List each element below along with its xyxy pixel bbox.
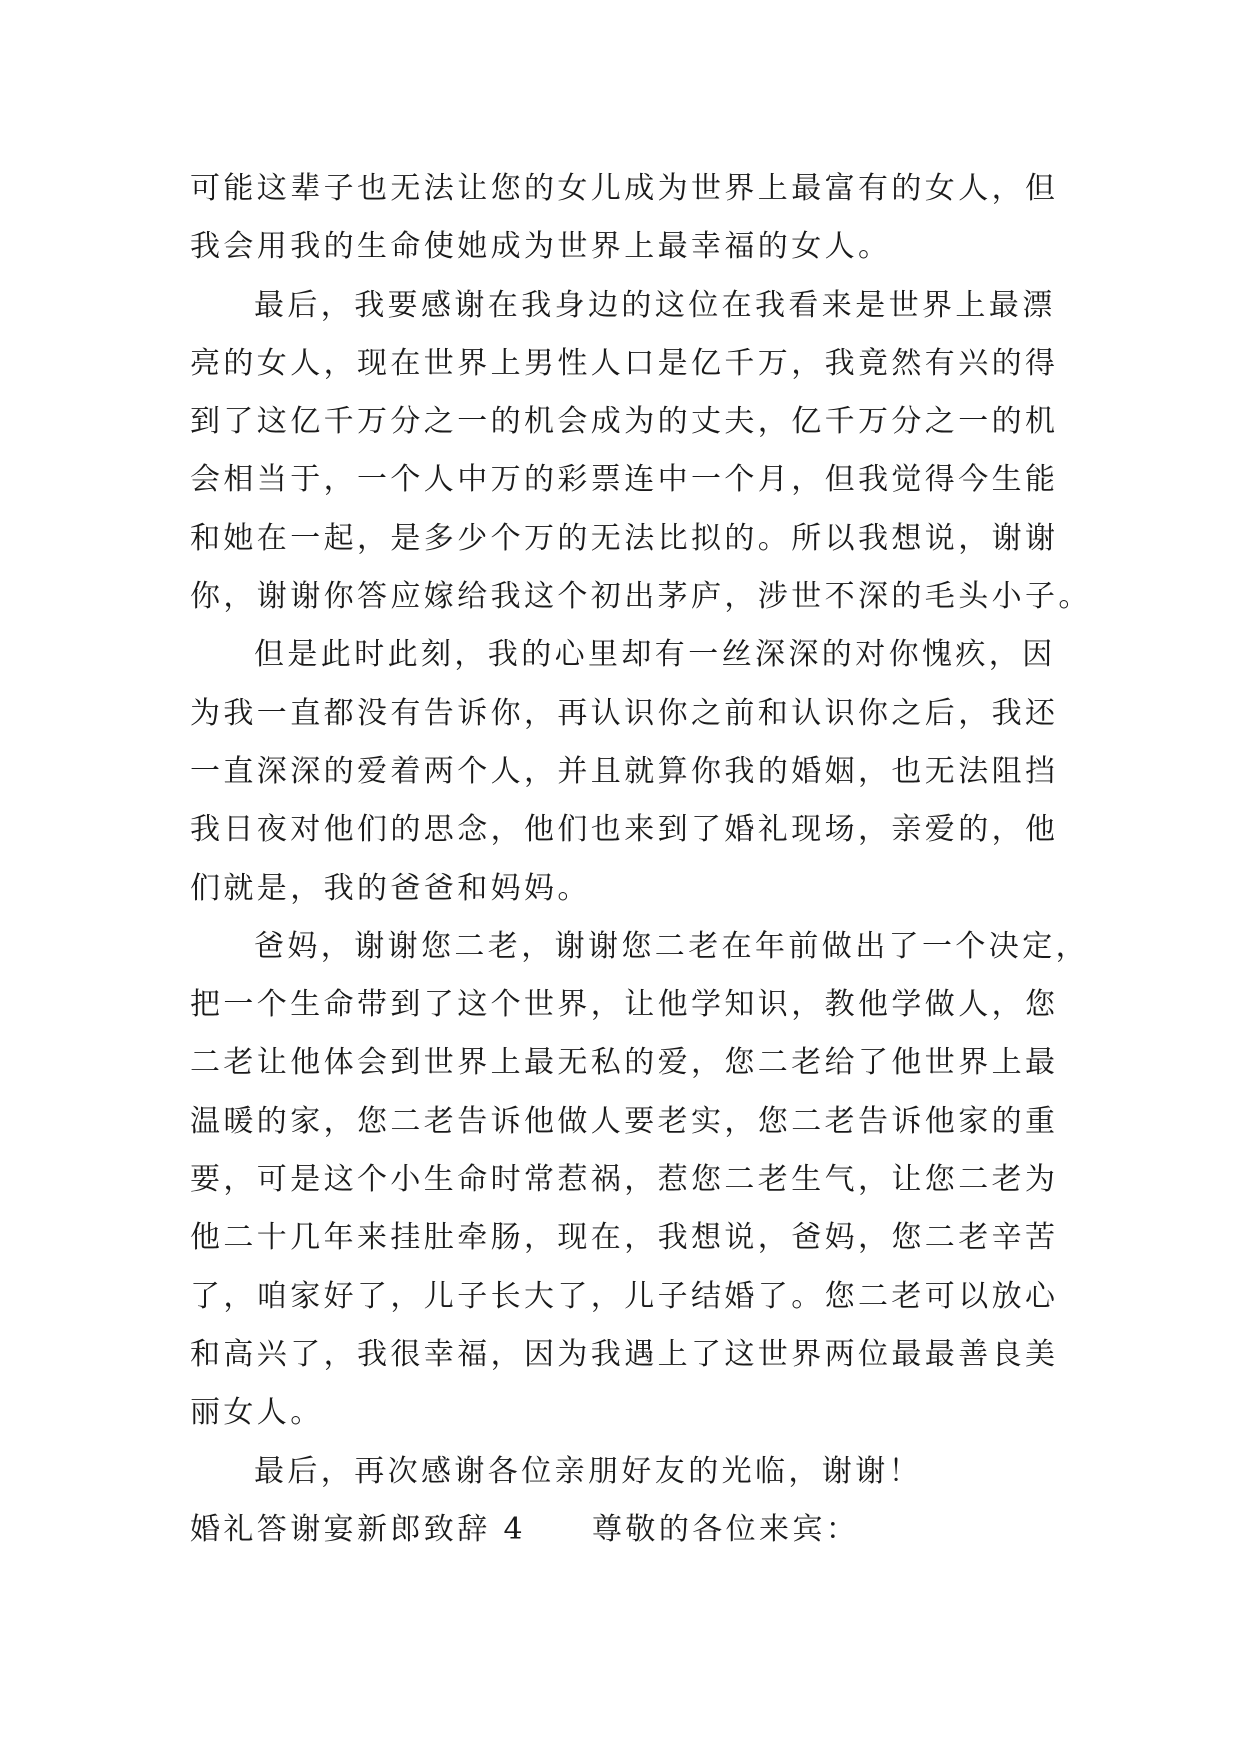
text-line: 们就是，我的爸爸和妈妈。 bbox=[190, 870, 591, 906]
text-line: 把一个生命带到了这个世界，让他学知识，教他学做人，您 bbox=[190, 987, 1059, 1023]
text-line: 温暖的家，您二老告诉他做人要老实，您二老告诉他家的重 bbox=[190, 1103, 1059, 1139]
text-line: 为我一直都没有告诉你，再认识你之前和认识你之后，我还 bbox=[190, 695, 1059, 731]
text-line: 可能这辈子也无法让您的女儿成为世界上最富有的女人，但 bbox=[190, 171, 1059, 206]
text-line: 二老让他体会到世界上最无私的爱，您二老给了他世界上最 bbox=[190, 1045, 1059, 1081]
text-line: 一直深深的爱着两个人，并且就算你我的婚姻，也无法阻挡 bbox=[190, 753, 1059, 789]
section-heading bbox=[190, 1501, 1060, 1559]
paragraph-start-line: 但是此时此刻，我的心里却有一丝深深的对你愧疚，因 bbox=[254, 637, 1056, 673]
paragraph-start-line: 爸妈，谢谢您二老，谢谢您二老在年前做出了一个决定， bbox=[254, 928, 1089, 964]
section-greeting: 尊敬的各位来宾： bbox=[592, 1511, 860, 1547]
paragraph-start-line: 最后，我要感谢在我身边的这位在我看来是世界上最漂 bbox=[254, 287, 1056, 323]
text-line: 和她在一起，是多少个万的无法比拟的。所以我想说，谢谢 bbox=[190, 520, 1059, 556]
text-line: 丽女人。 bbox=[190, 1395, 324, 1431]
text-line: 他二十几年来挂肚牵肠，现在，我想说，爸妈，您二老辛苦 bbox=[190, 1220, 1059, 1256]
text-line: 我日夜对他们的思念，他们也来到了婚礼现场，亲爱的，他 bbox=[190, 812, 1059, 848]
text-line: 会相当于，一个人中万的彩票连中一个月，但我觉得今生能 bbox=[190, 462, 1059, 498]
closing-line: 最后，再次感谢各位亲朋好友的光临，谢谢！ bbox=[254, 1453, 922, 1489]
text-line: 亮的女人，现在世界上男性人口是亿千万，我竟然有兴的得 bbox=[190, 345, 1059, 381]
text-line: 我会用我的生命使她成为世界上最幸福的女人。 bbox=[190, 229, 892, 265]
text-line: 你，谢谢你答应嫁给我这个初出茅庐，涉世不深的毛头小子。 bbox=[190, 579, 1092, 615]
speech-body bbox=[190, 160, 1092, 1559]
text-line: 到了这亿千万分之一的机会成为的丈夫，亿千万分之一的机 bbox=[190, 404, 1059, 440]
text-line: 了，咱家好了，儿子长大了，儿子结婚了。您二老可以放心 bbox=[190, 1278, 1059, 1314]
text-line: 要，可是这个小生命时常惹祸，惹您二老生气，让您二老为 bbox=[190, 1162, 1059, 1198]
text-line: 和高兴了，我很幸福，因为我遇上了这世界两位最最善良美 bbox=[190, 1336, 1059, 1372]
section-title: 婚礼答谢宴新郎致辞 4 bbox=[190, 1511, 527, 1547]
